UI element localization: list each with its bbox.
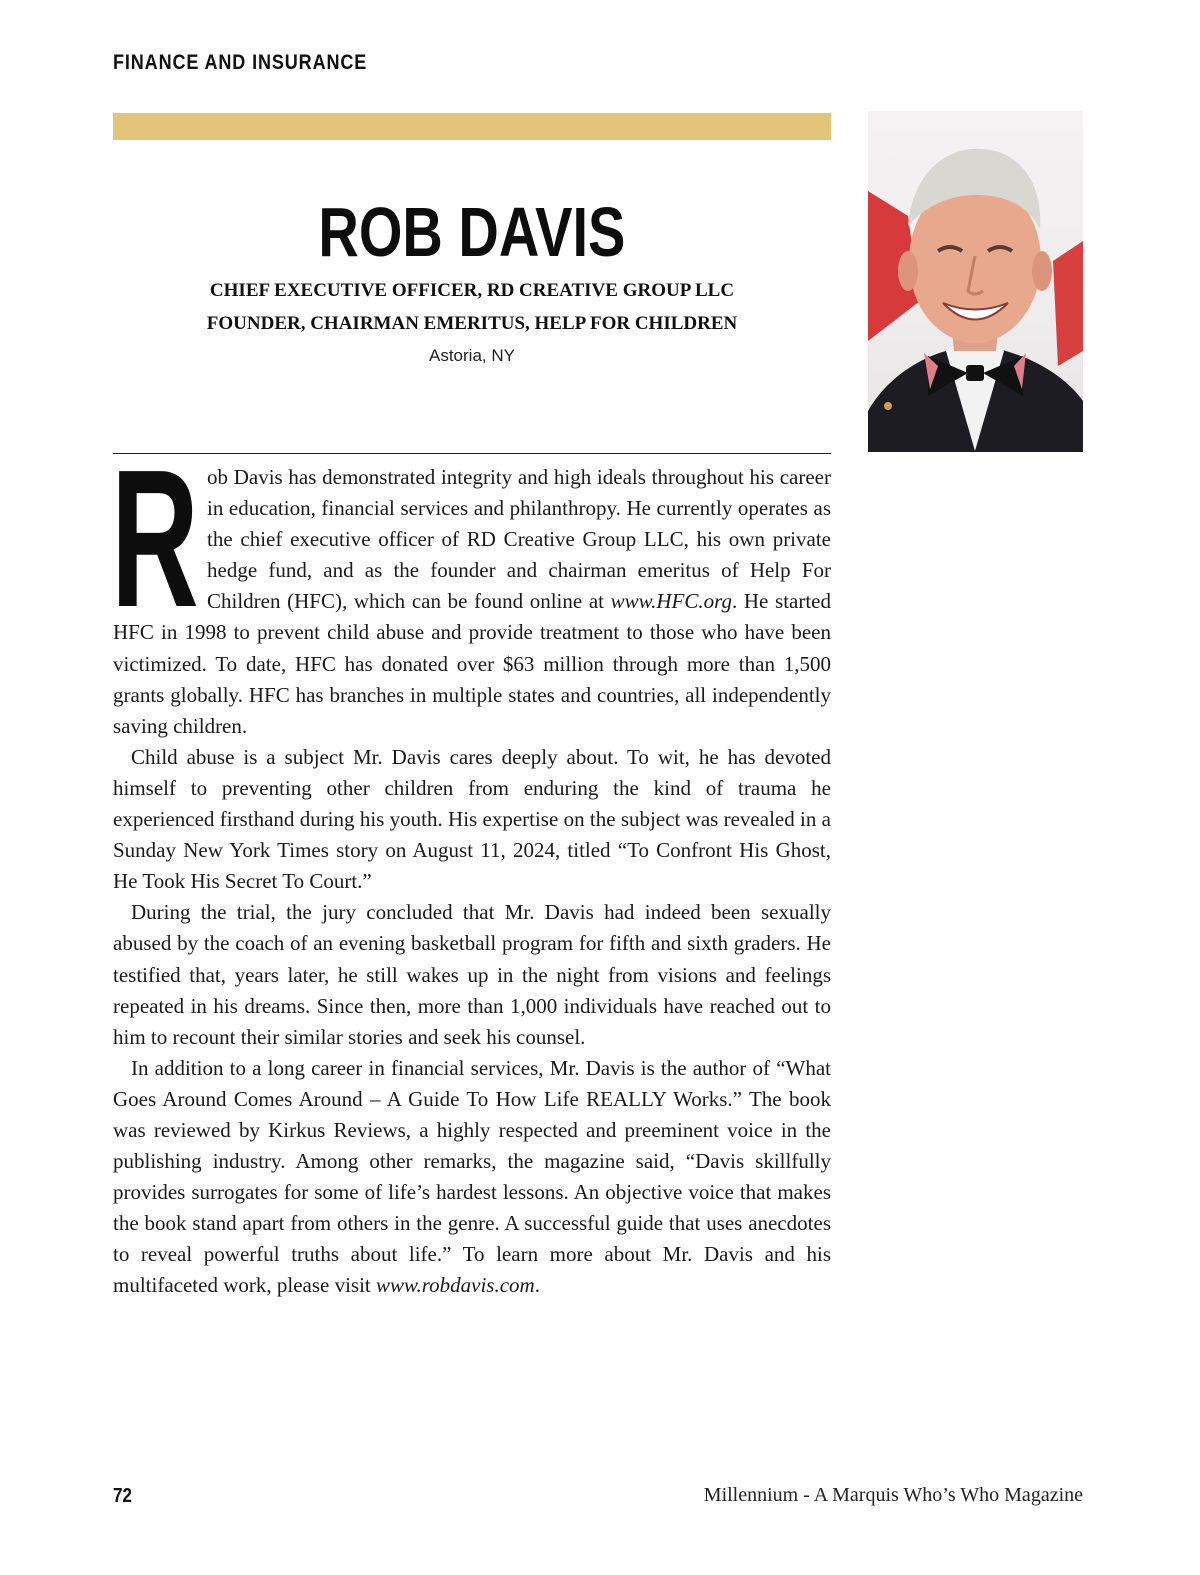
profile-location: Astoria, NY (429, 346, 515, 365)
page-number: 72 (113, 1485, 132, 1507)
drop-cap: R (111, 429, 199, 648)
robdavis-website-link[interactable]: www.robdavis.com (376, 1273, 535, 1298)
paragraph-3: During the trial, the jury concluded that Mr. Davis had indeed been sexually abused by the coach of an evening basketball program for fifth and sixth graders. He testified that, years later, he still wakes up in the night from visions and feelings repeated in his dreams. Since then, more than 1,000 individuals have reached out to him to recount their similar stories and seek his counsel. (113, 900, 831, 1049)
magazine-name: Millennium - A Marquis Who’s Who Magazine (703, 1484, 1083, 1506)
gold-accent-bar (113, 113, 831, 140)
article-body (111, 429, 831, 1302)
divider-rule (113, 453, 831, 454)
paragraph-2: Child abuse is a subject Mr. Davis cares deeply about. To wit, he has devoted himself to preventing other children from enduring the kind of trauma he experienced firsthand during his youth. His expertise on the subject was revealed in a Sunday New York Times story on August 11, 2024, titled “To Confront His Ghost, He Took His Secret To Court.” (113, 744, 831, 894)
profile-name: ROB DAVIS (318, 193, 626, 271)
hfc-website-link[interactable]: www.HFC.org (610, 589, 732, 614)
paragraph-1: R ob Davis has demonstrated integrity and high ideals throughout his career in education, financial services and philanthropy. He currently operates as the chief executive officer of RD Creative Group LLC, his own private hedge fund, and as the founder and chairman emeritus of Help For Children (HFC), which can be found online at www.HFC.org. He started HFC in 1998 to prevent child abuse and provide treatment to those who have been victimized. To date, HFC has donated over $63 million through more than 1,500 grants globally. HFC has branches in multiple states and countries, all independently saving children. (111, 429, 831, 738)
portrait-photo (868, 111, 1083, 452)
section-label: FINANCE AND INSURANCE (113, 51, 368, 74)
paragraph-4: In addition to a long career in financial services, Mr. Davis is the author of “What Goes Around Comes Around – A Guide To How Life REALLY Works.” The book was reviewed by Kirkus Reviews, a highly respected and preeminent voice in the publishing industry. Among other remarks, the magazine said, “Davis skillfully provides surrogates for some of life’s hardest lessons. An objective voice that makes the book stand apart from others in the genre. A successful guide that uses anecdotes to reveal powerful truths about life.” To learn more about Mr. Davis and his multifaceted work, please visit www.robdavis.com. (113, 1055, 831, 1298)
profile-title-primary: CHIEF EXECUTIVE OFFICER, RD CREATIVE GROUP LLC (209, 280, 735, 301)
profile-title-secondary: FOUNDER, CHAIRMAN EMERITUS, HELP FOR CHILDREN (206, 313, 738, 334)
